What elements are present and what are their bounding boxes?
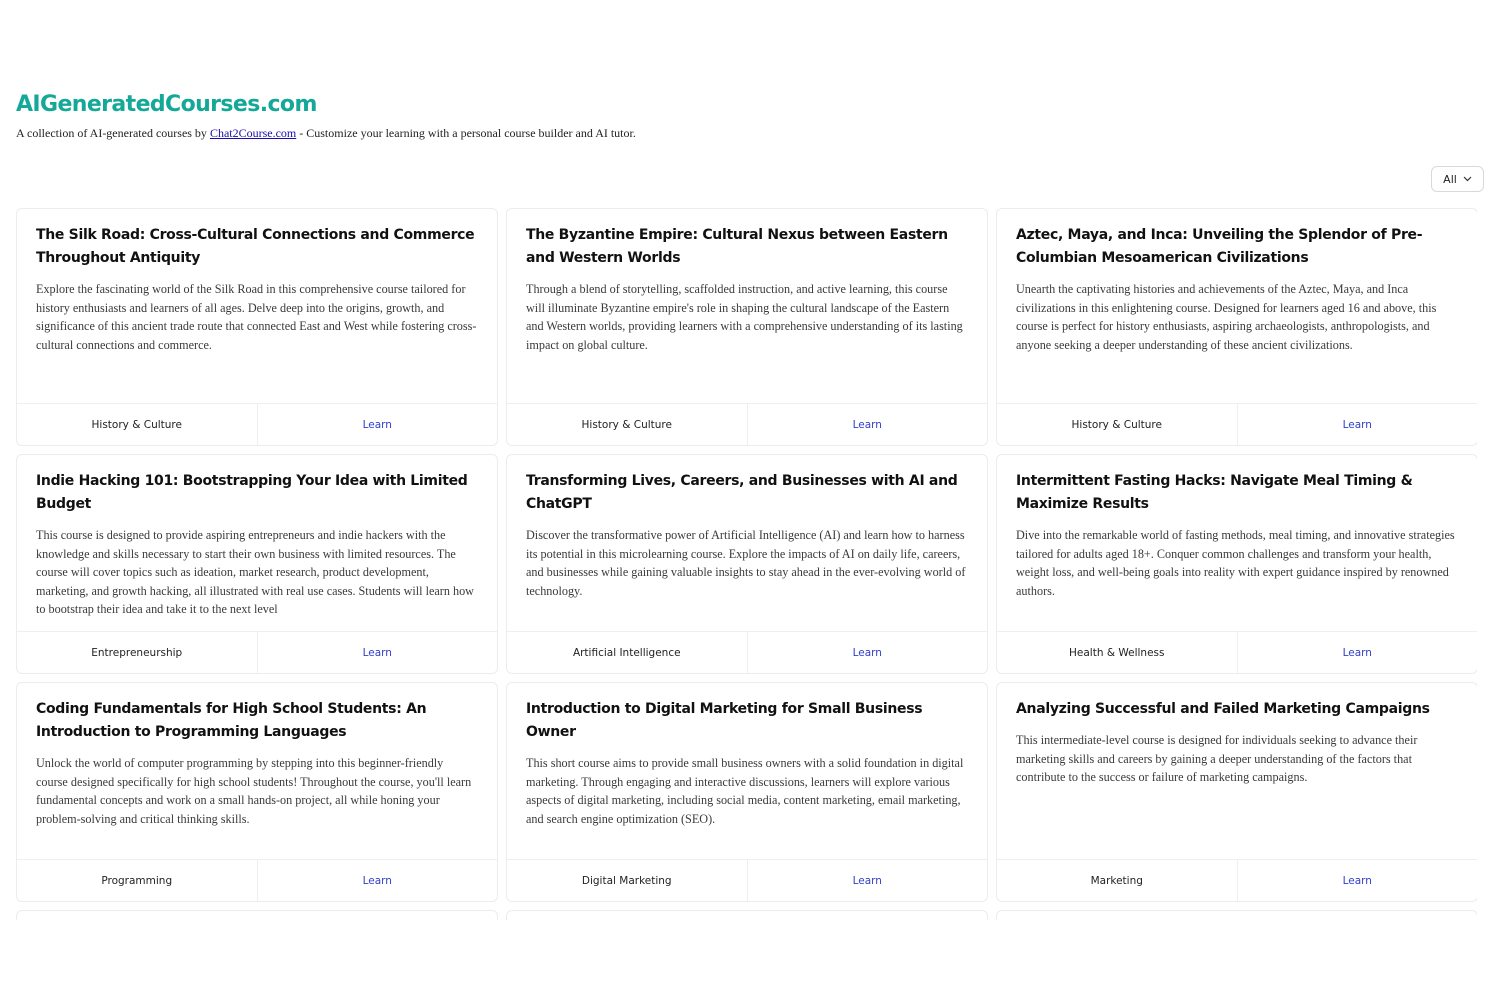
learn-button[interactable]: Learn bbox=[362, 418, 392, 431]
course-description: This intermediate-level course is designed for individuals seeking to advance their marketing skills and careers by gaining a deeper understanding of the factors that contribute to the success or failure of marketing campaigns. bbox=[1016, 733, 1418, 784]
learn-button[interactable]: Learn bbox=[1342, 874, 1372, 887]
learn-button[interactable]: Learn bbox=[362, 646, 392, 659]
course-description: Unlock the world of computer programming by stepping into this beginner-friendly course designed specifically for high school students! Throughout the course, you'll learn fundamental concepts and work on a small hands-on project, all while honing your problem-solving and critical thinking skills. bbox=[36, 756, 472, 826]
course-card-partial bbox=[506, 910, 988, 920]
course-title: The Byzantine Empire: Cultural Nexus between Eastern and Western Worlds bbox=[526, 227, 948, 266]
course-card bbox=[506, 208, 988, 446]
course-card-partial bbox=[996, 910, 1477, 920]
course-category-tag[interactable]: Artificial Intelligence bbox=[507, 632, 748, 673]
course-category-tag[interactable]: Digital Marketing bbox=[507, 860, 748, 901]
course-title: Analyzing Successful and Failed Marketing Campaigns bbox=[1016, 701, 1430, 717]
course-title: Introduction to Digital Marketing for Small Business Owner bbox=[526, 701, 923, 740]
course-grid bbox=[16, 208, 1477, 920]
learn-button[interactable]: Learn bbox=[852, 418, 882, 431]
course-category-tag[interactable]: Health & Wellness bbox=[997, 632, 1238, 673]
course-description: Explore the fascinating world of the Silk Road in this comprehensive course tailored for history enthusiasts and learners of all ages. Delve deep into the origins, growth, and significance of this ancient trade route that connected East and West while fostering cross-cultural connections and commerce. bbox=[36, 282, 477, 352]
course-description: Dive into the remarkable world of fasting methods, meal timing, and innovative strategies tailored for adults aged 18+. Conquer common challenges and transform your health, weight loss, and well-being goals into reality with expert guidance inspired by renowned authors. bbox=[1016, 528, 1455, 598]
course-description: This short course aims to provide small business owners with a solid foundation in digital marketing. Through engaging and interactive discussions, learners will explore various aspects of digital marketing, including social media, content marketing, email marketing, and search engine optimization (SEO). bbox=[526, 756, 964, 826]
course-category-tag[interactable]: Programming bbox=[17, 860, 258, 901]
course-card bbox=[16, 208, 498, 446]
course-category-tag[interactable]: Marketing bbox=[997, 860, 1238, 901]
course-category-tag[interactable]: History & Culture bbox=[17, 404, 258, 445]
course-title: The Silk Road: Cross-Cultural Connections and Commerce Throughout Antiquity bbox=[36, 227, 475, 266]
course-card bbox=[996, 454, 1477, 674]
course-card bbox=[16, 454, 498, 674]
course-description: Unearth the captivating histories and achievements of the Aztec, Maya, and Inca civilizations in this enlightening course. Designed for learners aged 16 and above, this course is perfect for history enthusiasts, aspiring archaeologists, anthropologists, and anyone seeking a deeper understanding of these ancient civilizations. bbox=[1016, 282, 1437, 352]
learn-button[interactable]: Learn bbox=[852, 646, 882, 659]
course-card bbox=[996, 682, 1477, 902]
course-description: Through a blend of storytelling, scaffolded instruction, and active learning, this course will illuminate Byzantine empire's role in shaping the cultural landscape of the Eastern and Western worlds, providing learners with a comprehensive understanding of its lasting impact on global culture. bbox=[526, 282, 963, 352]
course-card-partial bbox=[16, 910, 498, 920]
category-filter-select[interactable] bbox=[1431, 166, 1484, 192]
tagline bbox=[16, 126, 636, 141]
site-title: AIGeneratedCourses.com bbox=[16, 92, 317, 117]
learn-button[interactable]: Learn bbox=[852, 874, 882, 887]
course-category-tag[interactable]: History & Culture bbox=[507, 404, 748, 445]
course-title: Aztec, Maya, and Inca: Unveiling the Splendor of Pre-Columbian Mesoamerican Civilizations bbox=[1016, 227, 1423, 266]
course-description: Discover the transformative power of Artificial Intelligence (AI) and learn how to harness its potential in this microlearning course. Explore the impacts of AI on daily life, careers, and businesses while gaining valuable insights to stay ahead in the ever-evolving world of technology. bbox=[526, 528, 966, 598]
course-card bbox=[506, 454, 988, 674]
tagline-suffix: - Customize your learning with a personal course builder and AI tutor. bbox=[296, 126, 636, 140]
course-card bbox=[16, 682, 498, 902]
course-title: Transforming Lives, Careers, and Businesses with AI and ChatGPT bbox=[526, 473, 958, 512]
course-description: This course is designed to provide aspiring entrepreneurs and indie hackers with the knowledge and skills necessary to start their own business with limited resources. The course will cover topics such as ideation, market research, product development, marketing, and growth hacking, all illustrated with real use cases. Students will learn how to bootstrap their idea and take it to the next level bbox=[36, 528, 474, 616]
course-category-tag[interactable]: History & Culture bbox=[997, 404, 1238, 445]
learn-button[interactable]: Learn bbox=[362, 874, 392, 887]
course-category-tag[interactable]: Entrepreneurship bbox=[17, 632, 258, 673]
chevron-down-icon bbox=[1463, 176, 1472, 182]
category-filter-value: All bbox=[1443, 172, 1457, 186]
course-title: Intermittent Fasting Hacks: Navigate Meal Timing & Maximize Results bbox=[1016, 473, 1413, 512]
learn-button[interactable]: Learn bbox=[1342, 418, 1372, 431]
course-title: Indie Hacking 101: Bootstrapping Your Idea with Limited Budget bbox=[36, 473, 468, 512]
course-card bbox=[996, 208, 1477, 446]
course-card bbox=[506, 682, 988, 902]
learn-button[interactable]: Learn bbox=[1342, 646, 1372, 659]
chat2course-link[interactable]: Chat2Course.com bbox=[209, 126, 297, 140]
course-title: Coding Fundamentals for High School Students: An Introduction to Programming Languages bbox=[36, 701, 427, 740]
tagline-prefix: A collection of AI-generated courses by bbox=[16, 126, 210, 140]
